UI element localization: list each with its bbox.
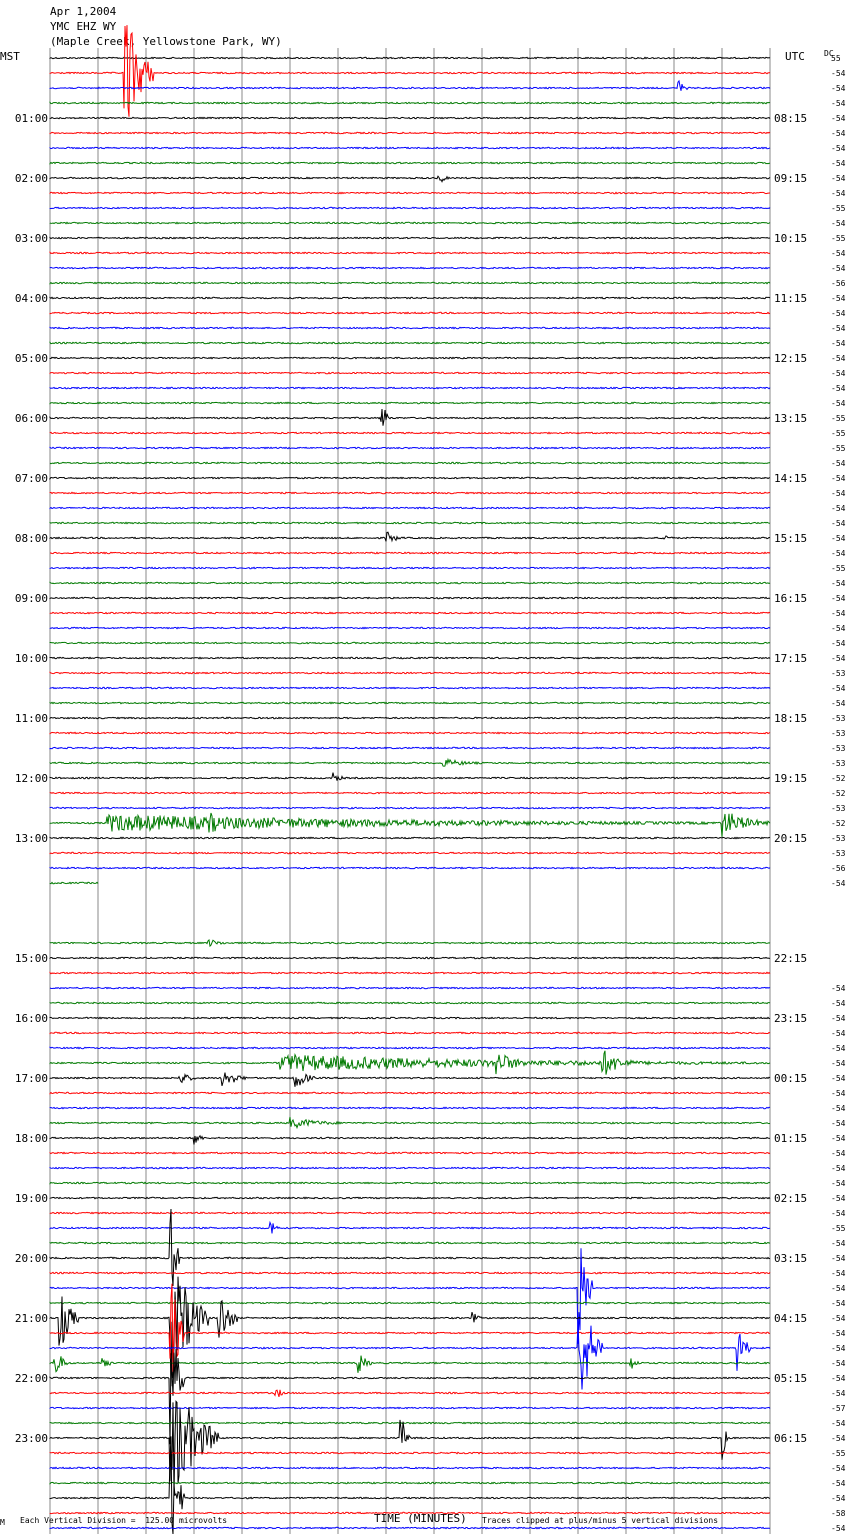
right-hour-label: 05:15	[774, 1372, 808, 1385]
dc-offset-label: -54	[831, 1329, 846, 1338]
dc-offset-label: -54	[831, 1494, 846, 1503]
dc-offset-label: -54	[831, 1254, 846, 1263]
trace-row	[50, 1002, 770, 1003]
right-hour-label: 22:15	[774, 952, 808, 965]
trace-row	[50, 357, 770, 358]
dc-offset-label: -54	[831, 384, 846, 393]
x-axis-title: TIME (MINUTES)	[374, 1512, 467, 1525]
trace-row	[50, 176, 770, 182]
trace-row	[50, 773, 770, 781]
trace-row	[50, 760, 770, 767]
dc-offset-label: -54	[831, 129, 846, 138]
right-hour-label: 20:15	[774, 832, 808, 845]
trace-row	[50, 297, 770, 298]
trace-row	[50, 597, 770, 598]
right-hour-label: 04:15	[774, 1312, 808, 1325]
trace-row	[50, 1284, 770, 1372]
dc-offset-label: -54	[831, 534, 846, 543]
header-station: YMC EHZ WY	[50, 20, 117, 33]
trace-row	[50, 582, 770, 583]
dc-offset-label: -54	[831, 1359, 846, 1368]
trace-row	[50, 462, 770, 463]
trace-row	[50, 1209, 770, 1286]
right-hour-label: 17:15	[774, 652, 808, 665]
right-hour-label: 02:15	[774, 1192, 808, 1205]
trace-row	[50, 1117, 770, 1128]
dc-offset-label: -54	[831, 519, 846, 528]
trace-row	[50, 1356, 770, 1373]
left-hour-label: 17:00	[14, 1072, 48, 1085]
dc-offset-label: -53	[831, 729, 846, 738]
dc-offset-label: -53	[831, 804, 846, 813]
right-hour-label: 11:15	[774, 292, 808, 305]
trace-row	[50, 192, 770, 193]
trace-row	[50, 522, 770, 523]
dc-offset-label: -58	[831, 1509, 846, 1518]
dc-offset-label: -55	[831, 414, 846, 423]
dc-offset-label: -54	[831, 1074, 846, 1083]
trace-row	[50, 717, 770, 718]
right-hour-label: 19:15	[774, 772, 808, 785]
dc-offset-label: -54	[831, 1089, 846, 1098]
dc-offset-label: -54	[831, 1284, 846, 1293]
dc-offset-label: -54	[831, 69, 846, 78]
dc-offset-label: -54	[831, 1374, 846, 1383]
dc-offset-label: -54	[831, 99, 846, 108]
trace-row	[50, 552, 770, 553]
right-hour-label: 23:15	[774, 1012, 808, 1025]
left-hour-label: 16:00	[14, 1012, 48, 1025]
trace-row	[50, 1401, 770, 1495]
dc-offset-label: -54	[831, 399, 846, 408]
dc-offset-label: -54	[831, 1479, 846, 1488]
trace-row	[50, 747, 770, 748]
clip-note: Traces clipped at plus/minus 5 vertical divisions	[482, 1516, 719, 1525]
dc-offset-label: -54	[831, 249, 846, 258]
trace-row	[50, 1467, 770, 1468]
dc-offset-label: -54	[831, 1209, 846, 1218]
dc-offset-label: -54	[831, 699, 846, 708]
trace-row	[50, 1407, 770, 1408]
left-hour-label: 11:00	[14, 712, 48, 725]
dc-offset-label: -54	[831, 984, 846, 993]
trace-row	[50, 1182, 770, 1183]
trace-row	[50, 1032, 770, 1033]
trace-row	[50, 1452, 770, 1453]
left-timezone-label: MST	[0, 50, 20, 63]
dc-offset-label: -54	[831, 489, 846, 498]
dc-offset-label: -54	[831, 354, 846, 363]
trace-row	[50, 532, 770, 541]
dc-offset-label: -55	[831, 429, 846, 438]
left-hour-label: 10:00	[14, 652, 48, 665]
trace-row	[50, 792, 770, 793]
left-hour-label: 05:00	[14, 352, 48, 365]
left-hour-label: 08:00	[14, 532, 48, 545]
dc-offset-label: -54	[831, 624, 846, 633]
trace-row	[50, 642, 770, 643]
right-hour-label: 09:15	[774, 172, 808, 185]
right-hour-label: 01:15	[774, 1132, 808, 1145]
dc-offset-label: -54	[831, 459, 846, 468]
dc-offset-label: -54	[831, 1419, 846, 1428]
trace-row	[50, 1212, 770, 1213]
trace-row	[50, 672, 770, 673]
dc-offset-label: -53	[831, 759, 846, 768]
dc-offset-label: -55	[831, 1224, 846, 1233]
right-hour-label: 06:15	[774, 1432, 808, 1445]
trace-row	[50, 807, 770, 808]
trace-row	[50, 813, 770, 837]
dc-offset-label: -54	[831, 324, 846, 333]
trace-row	[50, 867, 770, 868]
dc-offset-label: -55	[831, 564, 846, 573]
trace-row	[50, 387, 770, 388]
right-hour-label: 16:15	[774, 592, 808, 605]
trace-row	[50, 852, 770, 853]
trace-row	[50, 1073, 770, 1087]
dc-offset-label: -54	[831, 504, 846, 513]
dc-offset-label: -54	[831, 1434, 846, 1443]
trace-row	[50, 1272, 770, 1273]
left-hour-label: 21:00	[14, 1312, 48, 1325]
left-hour-label: 06:00	[14, 412, 48, 425]
dc-offset-label: -54	[831, 594, 846, 603]
dc-offset-label: -53	[831, 744, 846, 753]
trace-row	[50, 1302, 770, 1303]
dc-offset-label: -54	[831, 654, 846, 663]
dc-offset-label: -54	[831, 369, 846, 378]
trace-row	[50, 1152, 770, 1153]
left-hour-label: 15:00	[14, 952, 48, 965]
dc-offset-label: -54	[831, 294, 846, 303]
dc-offset-label: -54	[831, 1119, 846, 1128]
header-location: (Maple Creek, Yellowstone Park, WY)	[50, 35, 282, 48]
trace-row	[50, 372, 770, 373]
trace-row	[50, 940, 770, 946]
trace-row	[50, 57, 770, 58]
dc-offset-label: -54	[831, 174, 846, 183]
dc-offset-label: -54	[831, 1014, 846, 1023]
trace-row	[50, 1017, 770, 1018]
dc-offset-label: -54	[831, 144, 846, 153]
right-timezone-label: UTC	[785, 50, 805, 63]
trace-row	[50, 1092, 770, 1093]
trace-row	[50, 987, 770, 988]
right-hour-label: 00:15	[774, 1072, 808, 1085]
trace-row	[50, 732, 770, 733]
left-hour-label: 19:00	[14, 1192, 48, 1205]
dc-offset-label: -57	[831, 1404, 846, 1413]
trace-row	[50, 81, 770, 91]
dc-offset-label: -54	[831, 159, 846, 168]
dc-offset-label: -54	[831, 1314, 846, 1323]
right-hour-label: 13:15	[774, 412, 808, 425]
dc-offset-label: -54	[831, 1299, 846, 1308]
trace-row	[50, 837, 770, 838]
right-hour-label: 18:15	[774, 712, 808, 725]
trace-row	[50, 1197, 770, 1198]
left-hour-label: 12:00	[14, 772, 48, 785]
dc-offset-label: -54	[831, 1044, 846, 1053]
trace-row	[50, 1248, 770, 1344]
left-hour-label: 01:00	[14, 112, 48, 125]
trace-row	[50, 132, 770, 133]
trace-row	[50, 237, 770, 238]
left-hour-label: 03:00	[14, 232, 48, 245]
right-hour-label: 08:15	[774, 112, 808, 125]
trace-row	[50, 312, 770, 313]
trace-row	[50, 147, 770, 148]
header-date: Apr 1,2004	[50, 5, 117, 18]
dc-offset-label: -56	[831, 864, 846, 873]
dc-offset-label: -54	[831, 1239, 846, 1248]
corner-mark: M	[0, 1518, 5, 1527]
trace-row	[50, 117, 770, 118]
trace-row	[50, 1107, 770, 1108]
dc-offset-label: -55	[831, 1449, 846, 1458]
dc-offset-label: -53	[831, 669, 846, 678]
trace-row	[50, 492, 770, 493]
trace-row	[50, 882, 98, 883]
trace-row	[50, 409, 770, 426]
trace-row	[50, 477, 770, 478]
trace-row	[50, 957, 770, 958]
trace-row	[50, 327, 770, 328]
dc-offset-label: -54	[831, 1029, 846, 1038]
trace-row	[50, 657, 770, 658]
trace-row	[50, 267, 770, 268]
left-hour-label: 23:00	[14, 1432, 48, 1445]
trace-row	[50, 1167, 770, 1168]
dc-offset-label: -54	[831, 264, 846, 273]
right-hour-label: 12:15	[774, 352, 808, 365]
right-hour-label: 14:15	[774, 472, 808, 485]
left-hour-label: 18:00	[14, 1132, 48, 1145]
trace-row	[50, 1051, 770, 1075]
dc-offset-label: -54	[831, 684, 846, 693]
dc-offset-label: -53	[831, 834, 846, 843]
dc-offset-label: -54	[831, 579, 846, 588]
trace-row	[50, 102, 770, 103]
dc-offset-label: -54	[831, 1059, 846, 1068]
dc-offset-label: -54	[831, 114, 846, 123]
trace-row	[50, 1390, 770, 1397]
dc-offset-label: -54	[831, 189, 846, 198]
trace-row	[50, 1277, 770, 1387]
trace-row	[50, 207, 770, 208]
dc-offset-label: -54	[831, 1149, 846, 1158]
dc-offset-label: -54	[831, 879, 846, 888]
dc-offset-label: -54	[831, 339, 846, 348]
trace-row	[50, 162, 770, 163]
left-hour-label: 07:00	[14, 472, 48, 485]
dc-offset-label: -54	[831, 999, 846, 1008]
trace-row	[50, 507, 770, 508]
dc-offset-label: -53	[831, 849, 846, 858]
dc-offset-label: -54	[831, 1269, 846, 1278]
right-hour-label: 10:15	[774, 232, 808, 245]
trace-row	[50, 687, 770, 688]
trace-row	[50, 1136, 770, 1145]
dc-offset-label: -54	[831, 1164, 846, 1173]
left-hour-label: 13:00	[14, 832, 48, 845]
trace-row	[50, 1422, 770, 1423]
dc-offset-label: -53	[831, 714, 846, 723]
trace-row	[50, 627, 770, 628]
trace-row	[50, 567, 770, 568]
left-hour-label: 22:00	[14, 1372, 48, 1385]
dc-offset-label: -55	[831, 234, 846, 243]
dc-offset-label: -54	[831, 219, 846, 228]
trace-row	[50, 342, 770, 343]
trace-row	[50, 447, 770, 448]
dc-offset-label: -55	[831, 444, 846, 453]
dc-offset-label: -54	[831, 1344, 846, 1353]
dc-offset-label: -56	[831, 279, 846, 288]
dc-offset-label: -54	[831, 1179, 846, 1188]
dc-offset-label: -52	[831, 819, 846, 828]
trace-row	[50, 702, 770, 703]
dc-offset-label: -54	[831, 1464, 846, 1473]
dc-offset-label: -54	[831, 609, 846, 618]
dc-offset-label: -54	[831, 474, 846, 483]
dc-offset-label: -54	[831, 309, 846, 318]
dc-offset-label: 55	[831, 54, 841, 63]
trace-row	[50, 252, 770, 253]
left-hour-label: 02:00	[14, 172, 48, 185]
left-hour-label: 09:00	[14, 592, 48, 605]
trace-row	[50, 1527, 770, 1528]
dc-offset-label: -54	[831, 1194, 846, 1203]
dc-offset-label: -54	[831, 1524, 846, 1533]
right-hour-label: 03:15	[774, 1252, 808, 1265]
dc-offset-label: -54	[831, 84, 846, 93]
trace-row	[50, 1482, 770, 1483]
dc-offset-label: -55	[831, 204, 846, 213]
dc-offset-label: -54	[831, 639, 846, 648]
trace-row	[50, 972, 770, 973]
trace-row	[50, 1242, 770, 1243]
dc-offset-label: -54	[831, 549, 846, 558]
dc-offset-label: -54	[831, 1389, 846, 1398]
dc-offset-label: -54	[831, 1104, 846, 1113]
trace-row	[50, 402, 770, 403]
dc-column-label: DC	[824, 49, 834, 58]
trace-row	[50, 1047, 770, 1048]
dc-offset-label: -52	[831, 789, 846, 798]
left-hour-label: 20:00	[14, 1252, 48, 1265]
scale-note: Each Vertical Division = 125.00 microvolts	[20, 1516, 228, 1525]
trace-row	[50, 222, 770, 223]
trace-row	[50, 612, 770, 613]
trace-row	[50, 432, 770, 433]
right-hour-label: 15:15	[774, 532, 808, 545]
left-hour-label: 04:00	[14, 292, 48, 305]
dc-offset-label: -52	[831, 774, 846, 783]
trace-row	[50, 1223, 770, 1234]
trace-row	[50, 282, 770, 283]
dc-offset-label: -54	[831, 1134, 846, 1143]
